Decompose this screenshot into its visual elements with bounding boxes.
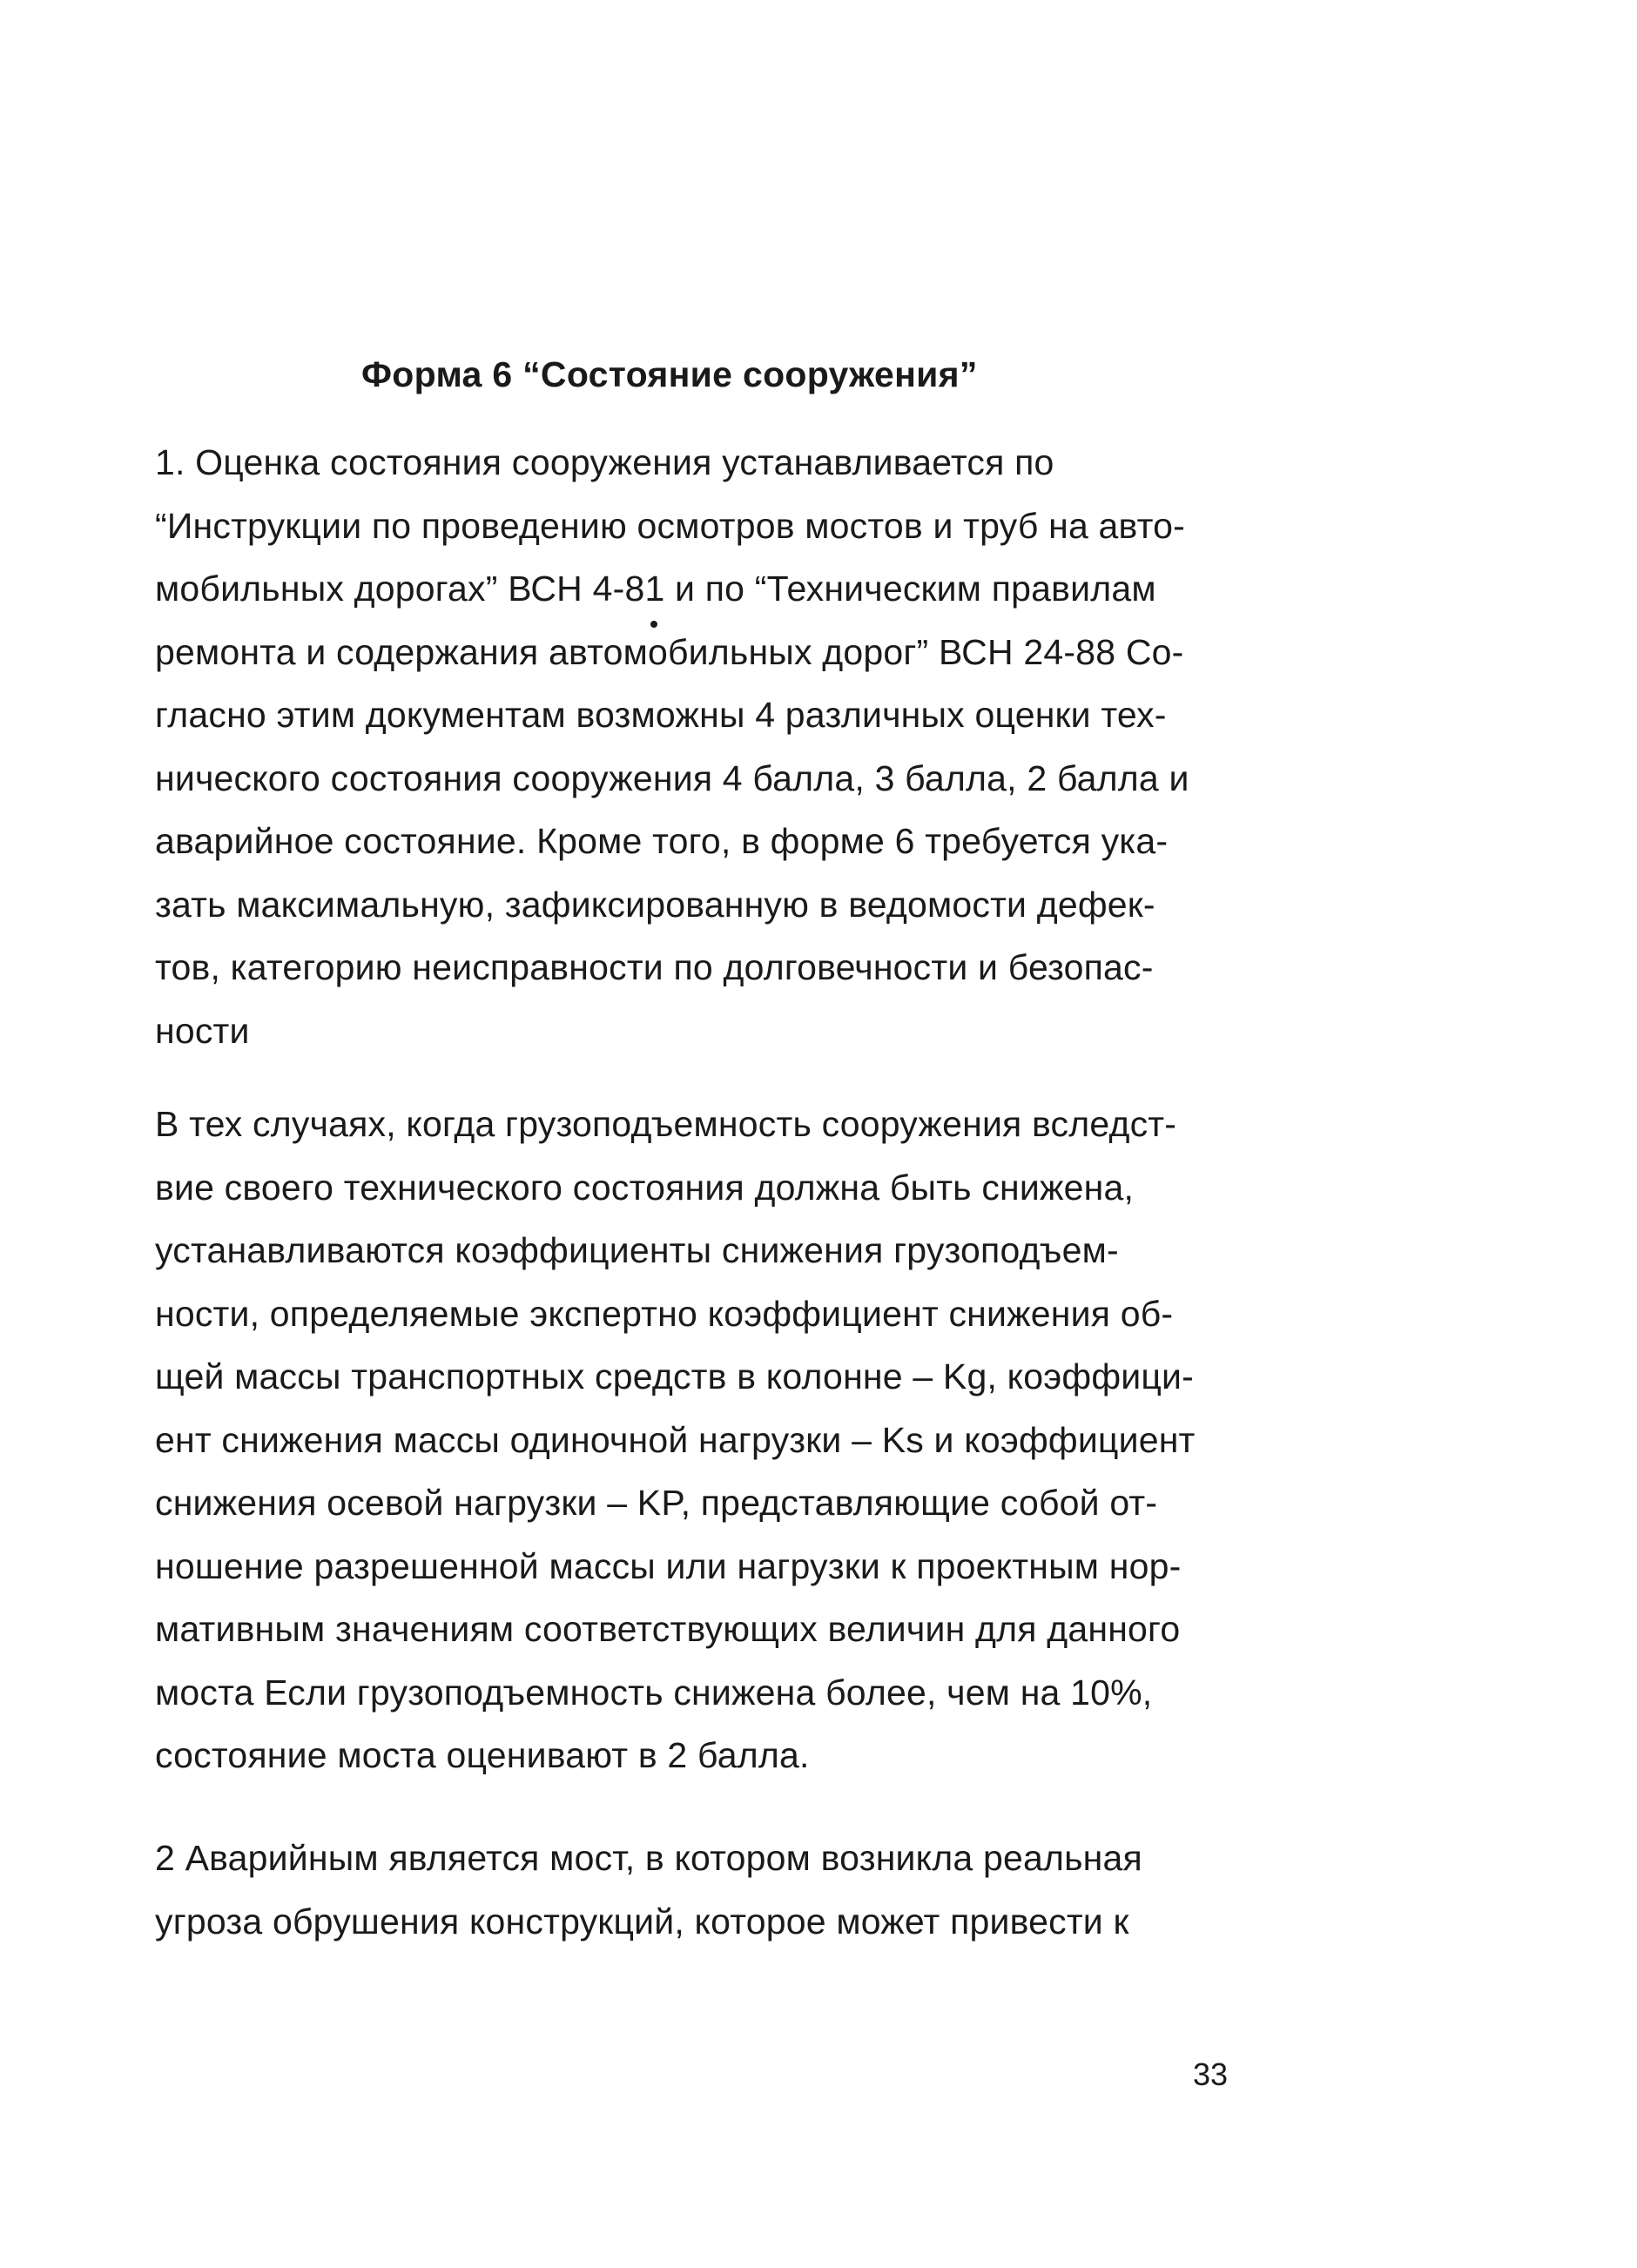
text-line: состояние моста оценивают в 2 балла. — [155, 1735, 810, 1775]
text-line: 2 Аварийным является мост, в котором возникла реальная — [155, 1838, 1142, 1878]
text-line: вие своего технического состояния должна быть снижена, — [155, 1167, 1135, 1208]
text-line: В тех случаях, когда грузоподъемность сооружения вследст- — [155, 1104, 1177, 1144]
text-line: ент снижения массы одиночной нагрузки – Ks и коэффициент — [155, 1419, 1196, 1460]
section-title: Форма 6 “Состояние сооружения” — [361, 354, 978, 394]
scan-dot-mark — [650, 621, 657, 628]
text-line: ности, определяемые экспертно коэффициент снижения об- — [155, 1293, 1174, 1334]
text-line: ности — [155, 1010, 250, 1051]
text-line: снижения осевой нагрузки – KP, представляющие собой от- — [155, 1483, 1158, 1523]
text-line: щей массы транспортных средств в колонне – Kg, коэффици- — [155, 1356, 1194, 1396]
text-line: моста Если грузоподъемность снижена более, чем на 10%, — [155, 1672, 1153, 1713]
paragraph-2 — [155, 1093, 1409, 1787]
text-line: ношение разрешенной массы или нагрузки к проектным нор- — [155, 1545, 1182, 1586]
paragraph-1 — [155, 431, 1409, 1062]
paragraph-3 — [155, 1827, 1409, 1953]
text-line: гласно этим документам возможны 4 различных оценки тех- — [155, 695, 1167, 735]
text-line: мобильных дорогах” ВСН 4-81 и по “Техническим правилам — [155, 569, 1156, 609]
text-line: ремонта и содержания автомобильных дорог” ВСН 24-88 Со- — [155, 631, 1184, 672]
text-line: 1. Оценка состояния сооружения устанавливается по — [155, 442, 1054, 482]
text-line: нического состояния сооружения 4 балла, 3 балла, 2 балла и — [155, 757, 1189, 798]
text-line: устанавливаются коэффициенты снижения грузоподъем- — [155, 1230, 1119, 1270]
text-line: “Инструкции по проведению осмотров мостов и труб на авто- — [155, 505, 1186, 546]
text-line: угроза обрушения конструкций, которое может привести к — [155, 1901, 1129, 1942]
text-line: аварийное состояние. Кроме того, в форме 6 требуется ука- — [155, 821, 1169, 861]
page-number: 33 — [1193, 2056, 1229, 2092]
text-line: мативным значениям соответствующих величин для данного — [155, 1609, 1181, 1649]
text-line: зать максимальную, зафиксированную в ведомости дефек- — [155, 884, 1155, 925]
text-line: тов, категорию неисправности по долговечности и безопас- — [155, 947, 1154, 987]
